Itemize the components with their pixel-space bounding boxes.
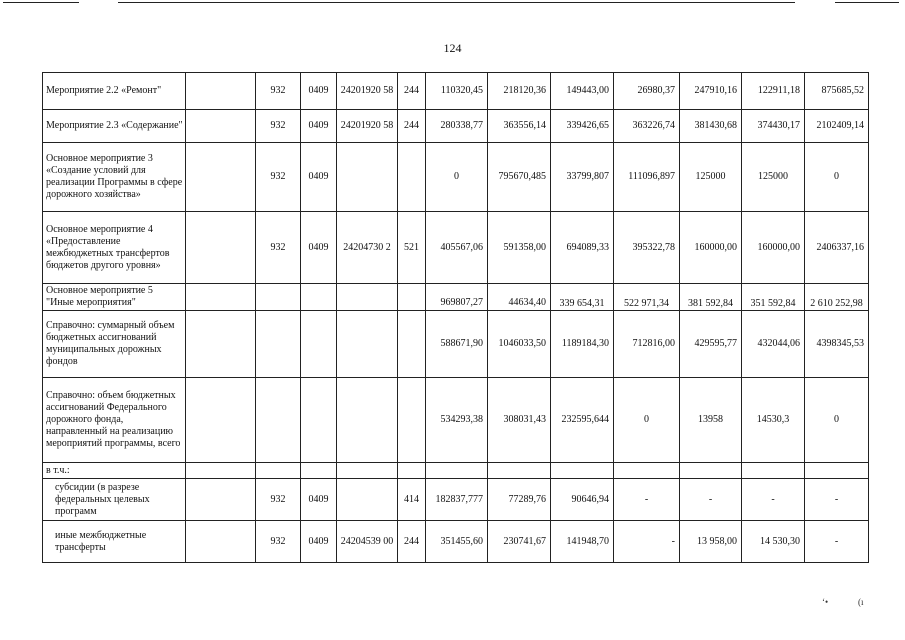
responsible-cell [186,110,256,143]
table-row [43,521,869,563]
year-2-cell: 795670,485 [488,143,551,212]
rzpr-cell: 0409 [301,73,337,110]
grbs-cell [256,463,301,479]
year-1-cell [426,463,488,479]
year-4-cell: 0 [614,378,680,463]
row-name: иные межбюджетные трансферты [43,521,186,563]
rzpr-cell: 0409 [301,212,337,284]
total-cell: 2102409,14 [805,110,869,143]
year-6-cell: - [742,479,805,521]
responsible-cell [186,284,256,311]
year-3-cell: 149443,00 [551,73,614,110]
year-1-cell: 351455,60 [426,521,488,563]
total-cell: 2 610 252,98 [805,284,869,311]
budget-table [42,72,869,563]
year-1-cell: 969807,27 [426,284,488,311]
year-1-cell: 280338,77 [426,110,488,143]
year-4-cell: - [614,479,680,521]
grbs-cell: 932 [256,73,301,110]
year-2-cell: 591358,00 [488,212,551,284]
row-name: в т.ч.: [43,463,186,479]
rzpr-cell: 0409 [301,143,337,212]
year-6-cell: 14530,3 [742,378,805,463]
vr-cell [398,143,426,212]
total-cell: 2406337,16 [805,212,869,284]
top-rule-left [3,2,79,3]
year-2-cell: 77289,76 [488,479,551,521]
table-row [43,479,869,521]
top-rule-middle [118,2,795,3]
rzpr-cell [301,311,337,378]
responsible-cell [186,311,256,378]
csr-cell [337,311,398,378]
year-2-cell: 1046033,50 [488,311,551,378]
year-4-cell: 522 971,34 [614,284,680,311]
year-5-cell: 13 958,00 [680,521,742,563]
total-cell: - [805,479,869,521]
total-cell: 0 [805,143,869,212]
grbs-cell [256,284,301,311]
csr-cell [337,463,398,479]
table-row [43,110,869,143]
vr-cell [398,463,426,479]
table-row [43,212,869,284]
grbs-cell: 932 [256,110,301,143]
csr-cell [337,143,398,212]
year-5-cell: 429595,77 [680,311,742,378]
year-5-cell: 381 592,84 [680,284,742,311]
responsible-cell [186,479,256,521]
table-row [43,143,869,212]
row-name: Основное мероприятие 5 "Иные мероприятия" [43,284,186,311]
row-name: Основное мероприятие 3 «Создание условий для реализации Программы в сфере дорожного хозяйства» [43,143,186,212]
year-1-cell: 405567,06 [426,212,488,284]
year-3-cell: 33799,807 [551,143,614,212]
vr-cell: 521 [398,212,426,284]
year-6-cell: 125000 [742,143,805,212]
vr-cell [398,311,426,378]
total-cell [805,463,869,479]
year-6-cell [742,463,805,479]
vr-cell: 244 [398,73,426,110]
year-4-cell: 26980,37 [614,73,680,110]
year-5-cell [680,463,742,479]
footer-mark-right: (ı [858,597,864,607]
rzpr-cell [301,463,337,479]
responsible-cell [186,212,256,284]
grbs-cell: 932 [256,143,301,212]
row-name: Справочно: суммарный объем бюджетных ассигнований муниципальных дорожных фондов [43,311,186,378]
year-6-cell: 432044,06 [742,311,805,378]
responsible-cell [186,521,256,563]
csr-cell: 24201920 58 [337,110,398,143]
row-name: Мероприятие 2.3 «Содержание" [43,110,186,143]
year-5-cell: 13958 [680,378,742,463]
year-2-cell: 44634,40 [488,284,551,311]
row-name: Основное мероприятие 4 «Предоставление межбюджетных трансфертов бюджетов другого уровня» [43,212,186,284]
grbs-cell: 932 [256,479,301,521]
grbs-cell: 932 [256,521,301,563]
year-3-cell: 1189184,30 [551,311,614,378]
year-3-cell: 141948,70 [551,521,614,563]
year-2-cell: 308031,43 [488,378,551,463]
responsible-cell [186,463,256,479]
csr-cell: 24201920 58 [337,73,398,110]
row-name: Справочно: объем бюджетных ассигнований Федерального дорожного фонда, направленный на реализацию мероприятий программы, всего [43,378,186,463]
year-5-cell: 381430,68 [680,110,742,143]
total-cell: - [805,521,869,563]
year-6-cell: 122911,18 [742,73,805,110]
year-6-cell: 160000,00 [742,212,805,284]
year-4-cell [614,463,680,479]
total-cell: 0 [805,378,869,463]
year-3-cell: 339 654,31 [551,284,614,311]
footer-mark-left: ‘• [822,597,829,607]
table-row [43,463,869,479]
responsible-cell [186,143,256,212]
year-4-cell: - [614,521,680,563]
responsible-cell [186,73,256,110]
year-3-cell [551,463,614,479]
vr-cell [398,378,426,463]
rzpr-cell [301,378,337,463]
table-row [43,378,869,463]
year-4-cell: 395322,78 [614,212,680,284]
year-4-cell: 111096,897 [614,143,680,212]
grbs-cell [256,378,301,463]
year-6-cell: 374430,17 [742,110,805,143]
year-4-cell: 712816,00 [614,311,680,378]
row-name: субсидии (в разрезе федеральных целевых программ [43,479,186,521]
table-row [43,284,869,311]
grbs-cell [256,311,301,378]
year-6-cell: 351 592,84 [742,284,805,311]
page-number: 124 [443,41,462,55]
year-2-cell [488,463,551,479]
grbs-cell: 932 [256,212,301,284]
year-2-cell: 218120,36 [488,73,551,110]
vr-cell [398,284,426,311]
total-cell: 4398345,53 [805,311,869,378]
year-6-cell: 14 530,30 [742,521,805,563]
csr-cell [337,284,398,311]
year-1-cell: 110320,45 [426,73,488,110]
year-5-cell: 125000 [680,143,742,212]
total-cell: 875685,52 [805,73,869,110]
rzpr-cell [301,284,337,311]
year-3-cell: 339426,65 [551,110,614,143]
year-5-cell: 247910,16 [680,73,742,110]
rzpr-cell: 0409 [301,521,337,563]
csr-cell: 24204539 00 [337,521,398,563]
rzpr-cell: 0409 [301,479,337,521]
year-1-cell: 534293,38 [426,378,488,463]
vr-cell: 414 [398,479,426,521]
year-3-cell: 90646,94 [551,479,614,521]
table-row [43,73,869,110]
year-3-cell: 232595,644 [551,378,614,463]
vr-cell: 244 [398,521,426,563]
csr-cell [337,479,398,521]
year-2-cell: 363556,14 [488,110,551,143]
year-3-cell: 694089,33 [551,212,614,284]
vr-cell: 244 [398,110,426,143]
year-1-cell: 0 [426,143,488,212]
row-name: Мероприятие 2.2 «Ремонт" [43,73,186,110]
year-1-cell: 588671,90 [426,311,488,378]
rzpr-cell: 0409 [301,110,337,143]
csr-cell [337,378,398,463]
year-5-cell: 160000,00 [680,212,742,284]
table-row [43,311,869,378]
year-2-cell: 230741,67 [488,521,551,563]
year-4-cell: 363226,74 [614,110,680,143]
csr-cell: 24204730 2 [337,212,398,284]
year-1-cell: 182837,777 [426,479,488,521]
year-5-cell: - [680,479,742,521]
responsible-cell [186,378,256,463]
top-rule-right [835,2,899,3]
